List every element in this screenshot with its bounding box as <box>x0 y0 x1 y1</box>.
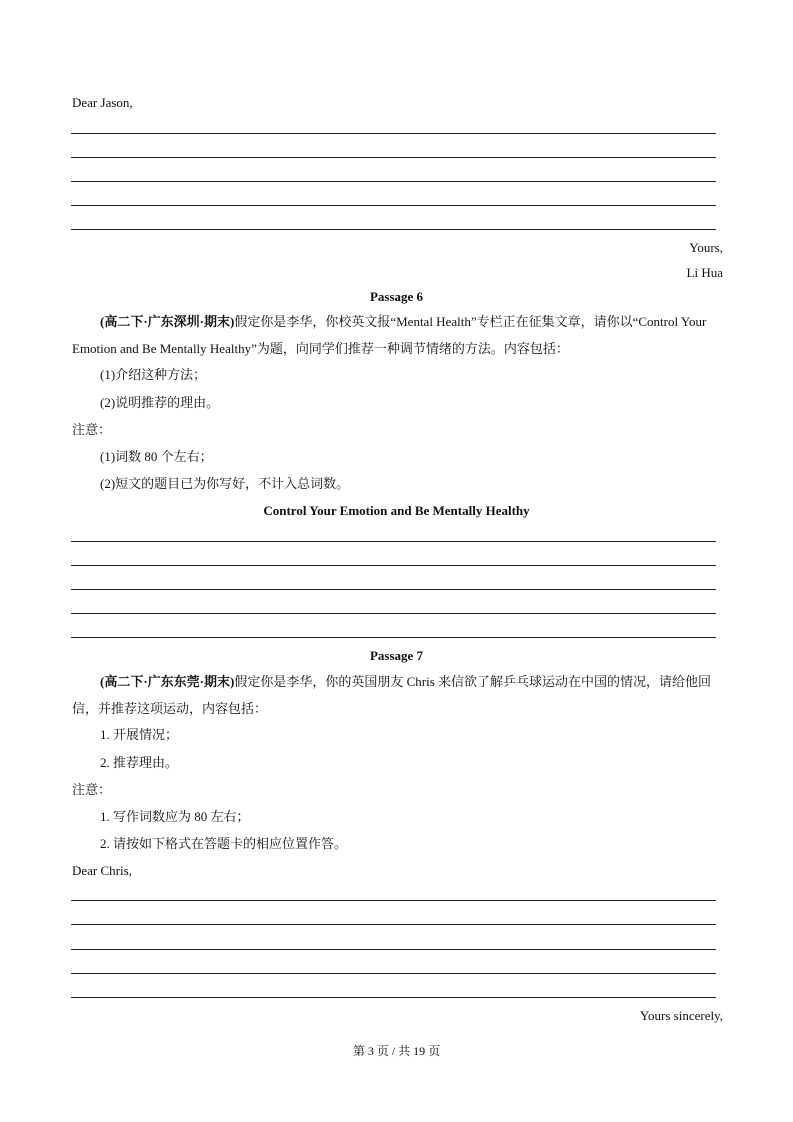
passage-6-prompt <box>72 308 724 362</box>
writing-line <box>71 133 716 134</box>
passage-7-notes-label: 注意： <box>72 782 112 797</box>
letter-closing: Yours, <box>689 240 723 255</box>
passage-6-point: (2)说明推荐的理由。 <box>100 395 220 410</box>
writing-line <box>71 229 716 230</box>
writing-line <box>71 205 716 206</box>
passage-6-point: (1)介绍这种方法； <box>100 367 207 382</box>
writing-line <box>71 541 716 542</box>
passage-7-point: 2. 推荐理由。 <box>100 755 179 770</box>
letter-closing: Yours sincerely, <box>639 1008 723 1023</box>
writing-line <box>71 997 716 998</box>
passage-7-prompt <box>72 668 724 722</box>
writing-line <box>71 949 716 950</box>
page-number: 第 3 页 / 共 19 页 <box>352 1044 441 1058</box>
passage-6-note: (2)短文的题目已为你写好，不计入总词数。 <box>100 476 350 491</box>
passage-6-source: (高二下·广东深圳·期末) <box>100 314 235 329</box>
writing-line <box>71 973 716 974</box>
passage-6-prompt-text: 假定你是李华，你校英文报“Mental Health”专栏正在征集文章，请你以“Control Your Emotion and Be Mentally Healthy”为题，向同学们推荐一种调节情绪的方法。内容包括： <box>72 314 707 356</box>
passage-7-title: Passage 7 <box>369 648 424 663</box>
letter-greeting: Dear Chris, <box>72 863 132 878</box>
passage-7-source: (高二下·广东东莞·期末) <box>100 674 235 689</box>
writing-line <box>71 613 716 614</box>
letter-greeting: Dear Jason, <box>72 95 133 110</box>
writing-line <box>71 900 716 901</box>
writing-line <box>71 157 716 158</box>
writing-line <box>71 565 716 566</box>
letter-signature: Li Hua <box>686 265 723 280</box>
writing-line <box>71 181 716 182</box>
passage-7-prompt-text: 假定你是李华，你的英国朋友 Chris 来信欲了解乒乓球运动在中国的情况，请给他回信，并推荐这项运动，内容包括： <box>72 674 712 716</box>
writing-line <box>71 924 716 925</box>
passage-7-note: 1. 写作词数应为 80 左右； <box>100 809 250 824</box>
passage-6-notes-label: 注意： <box>72 422 112 437</box>
writing-line <box>71 589 716 590</box>
essay-title: Control Your Emotion and Be Mentally Healthy <box>263 503 530 518</box>
passage-7-note: 2. 请按如下格式在答题卡的相应位置作答。 <box>100 836 348 851</box>
passage-6-title: Passage 6 <box>369 289 424 304</box>
writing-line <box>71 637 716 638</box>
passage-7-point: 1. 开展情况； <box>100 727 179 742</box>
passage-6-note: (1)词数 80 个左右； <box>100 449 213 464</box>
